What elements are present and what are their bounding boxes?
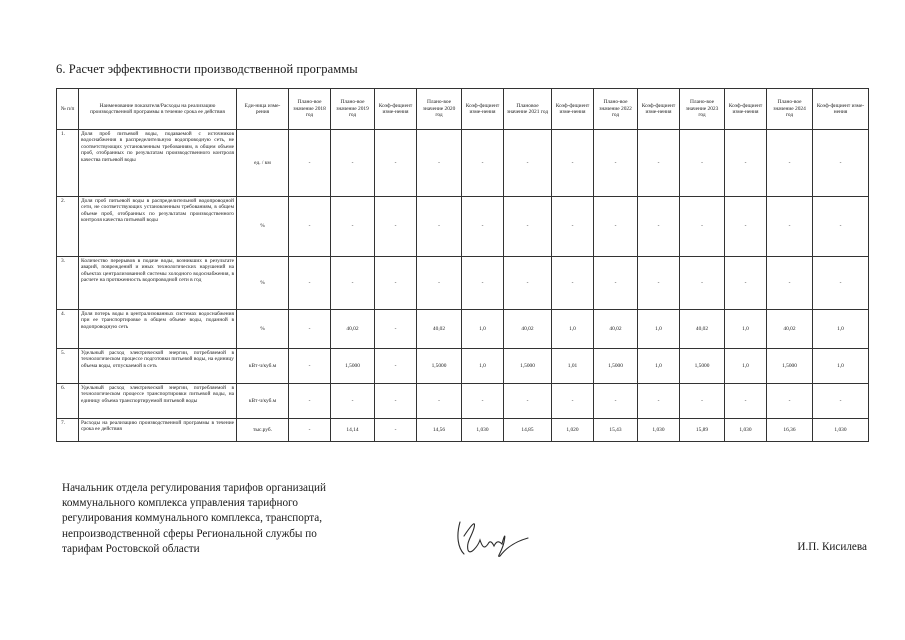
value-cell: 1,0 [462, 310, 504, 349]
value-cell: - [594, 130, 638, 197]
value-cell: 1,01 [552, 349, 594, 384]
value-cell: 1,0 [552, 310, 594, 349]
value-cell: - [331, 257, 375, 310]
value-cell: 14,14 [331, 419, 375, 442]
unit-cell: % [237, 257, 289, 310]
value-cell: - [767, 130, 813, 197]
value-cell: 1,030 [725, 419, 767, 442]
value-cell: - [594, 257, 638, 310]
value-cell: 1,0 [638, 310, 680, 349]
value-cell: 40,02 [680, 310, 725, 349]
value-cell: 1,5000 [331, 349, 375, 384]
value-cell: - [725, 384, 767, 419]
value-cell: - [767, 384, 813, 419]
value-cell: - [638, 197, 680, 257]
indicator-name: Удельный расход электрической энергии, потребляемой в технологическом процессе подготовки питьевой воды, на единицу объема воды, отпускаемой в сеть [79, 349, 237, 384]
value-cell: - [417, 130, 462, 197]
unit-cell: кВт·ч/куб.м [237, 349, 289, 384]
signatory-name: И.П. Кисилева [797, 541, 867, 553]
indicator-name: Расходы на реализацию производственной программы в течение срока ее действия [79, 419, 237, 442]
row-number: 5. [57, 349, 79, 384]
value-cell: - [289, 257, 331, 310]
position-line: регулирования коммунального комплекса, транспорта, [62, 512, 323, 525]
value-cell: 40,02 [767, 310, 813, 349]
value-cell: - [638, 384, 680, 419]
value-cell: 1,5000 [504, 349, 552, 384]
value-cell: 40,02 [417, 310, 462, 349]
row-number: 6. [57, 384, 79, 419]
value-cell: 16,36 [767, 419, 813, 442]
row-number: 4. [57, 310, 79, 349]
value-cell: - [289, 130, 331, 197]
header-cell: Плано-вое значение 2020 год [417, 89, 462, 130]
value-cell: - [289, 197, 331, 257]
value-cell: - [638, 257, 680, 310]
value-cell: - [462, 130, 504, 197]
value-cell: - [813, 197, 869, 257]
indicator-name: Доля потерь воды в централизованных системах водоснабжения при ее транспортировке в общем объеме воды, поданной в водопроводную сеть [79, 310, 237, 349]
header-cell: Еди-ница изме-рения [237, 89, 289, 130]
value-cell: - [417, 384, 462, 419]
value-cell: - [680, 257, 725, 310]
table-row [57, 257, 869, 310]
value-cell: - [594, 384, 638, 419]
value-cell: 14,85 [504, 419, 552, 442]
indicator-name: Количество перерывов в подаче воды, возникших в результате аварий, повреждений и иных технологических нарушений на объектах централизованной системы холодного водоснабжения, в расчете на протяженность водопроводной сети в год [79, 257, 237, 310]
value-cell: 1,5000 [680, 349, 725, 384]
handwritten-signature [452, 512, 532, 562]
value-cell: - [289, 384, 331, 419]
unit-cell: кВт·ч/куб.м [237, 384, 289, 419]
value-cell: - [462, 384, 504, 419]
value-cell: - [725, 257, 767, 310]
value-cell: - [813, 130, 869, 197]
value-cell: - [504, 257, 552, 310]
header-cell: Коэф-фициент изме-нения [375, 89, 417, 130]
value-cell: 1,0 [638, 349, 680, 384]
table-row [57, 419, 869, 442]
table-row [57, 349, 869, 384]
unit-cell: ед. / км [237, 130, 289, 197]
header-cell: Коэф-фициент изме-нения [725, 89, 767, 130]
value-cell: - [813, 257, 869, 310]
value-cell: - [331, 130, 375, 197]
value-cell: - [504, 130, 552, 197]
value-cell: 40,02 [331, 310, 375, 349]
table-row [57, 384, 869, 419]
value-cell: 1,030 [638, 419, 680, 442]
value-cell: - [331, 384, 375, 419]
value-cell: 1,0 [462, 349, 504, 384]
value-cell: - [767, 197, 813, 257]
value-cell: 1,5000 [594, 349, 638, 384]
row-number: 1. [57, 130, 79, 197]
indicator-name: Удельный расход электрической энергии, потребляемой в технологическом процессе транспортировки питьевой воды, на единицу объема транспортируемой питьевой воды [79, 384, 237, 419]
header-cell: Плано-вое значение 2024 год [767, 89, 813, 130]
header-cell: Плано-вое значение 2023 год [680, 89, 725, 130]
value-cell: - [680, 130, 725, 197]
value-cell: - [331, 197, 375, 257]
signatory-position [62, 481, 382, 557]
value-cell: 14,56 [417, 419, 462, 442]
row-number: 7. [57, 419, 79, 442]
value-cell: - [375, 197, 417, 257]
table-row [57, 130, 869, 197]
value-cell: - [375, 130, 417, 197]
value-cell: 40,02 [504, 310, 552, 349]
value-cell: - [552, 384, 594, 419]
value-cell: - [594, 197, 638, 257]
row-number: 2. [57, 197, 79, 257]
value-cell: 1,030 [813, 419, 869, 442]
position-line: непроизводственной сферы Региональной службы по [62, 527, 317, 540]
value-cell: - [417, 197, 462, 257]
header-cell: Коэф-фициент изме-нения [638, 89, 680, 130]
header-cell: Плановое значение 2021 год [504, 89, 552, 130]
header-cell: Плано-вое значение 2022 год [594, 89, 638, 130]
value-cell: - [375, 257, 417, 310]
position-line: Начальник отдела регулирования тарифов организаций [62, 482, 326, 494]
value-cell: 1,020 [552, 419, 594, 442]
value-cell: - [375, 384, 417, 419]
header-cell: № п/п [57, 89, 79, 130]
value-cell: - [417, 257, 462, 310]
value-cell: - [552, 130, 594, 197]
header-cell: Наименование показателя/Расходы на реализацию производственной программы в течение срока ее действия [79, 89, 237, 130]
value-cell: - [375, 419, 417, 442]
value-cell: - [638, 130, 680, 197]
value-cell: - [289, 310, 331, 349]
row-number: 3. [57, 257, 79, 310]
value-cell: 1,0 [813, 349, 869, 384]
value-cell: 1,0 [725, 349, 767, 384]
table-row [57, 310, 869, 349]
value-cell: 1,0 [813, 310, 869, 349]
value-cell: - [552, 197, 594, 257]
indicator-name: Доля проб питьевой воды в распределительной водопроводной сети, не соответствующих установленным требованиям, в общем объеме проб, отобранных по результатам производственного контроля качества питьевой воды [79, 197, 237, 257]
value-cell: - [680, 384, 725, 419]
value-cell: - [375, 349, 417, 384]
value-cell: - [504, 197, 552, 257]
position-line: коммунального комплекса управления тарифного [62, 497, 298, 510]
value-cell: 15,43 [594, 419, 638, 442]
unit-cell: тыс.руб. [237, 419, 289, 442]
unit-cell: % [237, 197, 289, 257]
header-cell: Плано-вое значение 2018 год [289, 89, 331, 130]
value-cell: 15,89 [680, 419, 725, 442]
efficiency-table [56, 88, 869, 442]
value-cell: - [552, 257, 594, 310]
value-cell: - [375, 310, 417, 349]
value-cell: 1,0 [725, 310, 767, 349]
value-cell: - [767, 257, 813, 310]
unit-cell: % [237, 310, 289, 349]
value-cell: - [813, 384, 869, 419]
value-cell: - [504, 384, 552, 419]
table-header-row [57, 89, 869, 130]
value-cell: - [289, 349, 331, 384]
header-cell: Плано-вое значение 2019 год [331, 89, 375, 130]
value-cell: - [680, 197, 725, 257]
table-row [57, 197, 869, 257]
header-cell: Коэф-фициент изме-нения [552, 89, 594, 130]
section-title: 6. Расчет эффективности производственной программы [56, 62, 358, 76]
value-cell: - [462, 257, 504, 310]
value-cell: 1,5000 [767, 349, 813, 384]
value-cell: 1,030 [462, 419, 504, 442]
value-cell: - [725, 130, 767, 197]
value-cell: 1,5000 [417, 349, 462, 384]
header-cell: Коэф-фициент изме-нения [462, 89, 504, 130]
indicator-name: Доля проб питьевой воды, подаваемой с источников водоснабжения в распределительную водопроводную сеть, не соответствующих установленным требованиям, в общем объеме проб, отобранных по результатам производственного контроля качества питьевой воды [79, 130, 237, 197]
value-cell: 40,02 [594, 310, 638, 349]
value-cell: - [725, 197, 767, 257]
position-line: тарифам Ростовской области [62, 542, 200, 555]
header-cell: Коэф-фициент изме-нения [813, 89, 869, 130]
value-cell: - [462, 197, 504, 257]
value-cell: - [289, 419, 331, 442]
